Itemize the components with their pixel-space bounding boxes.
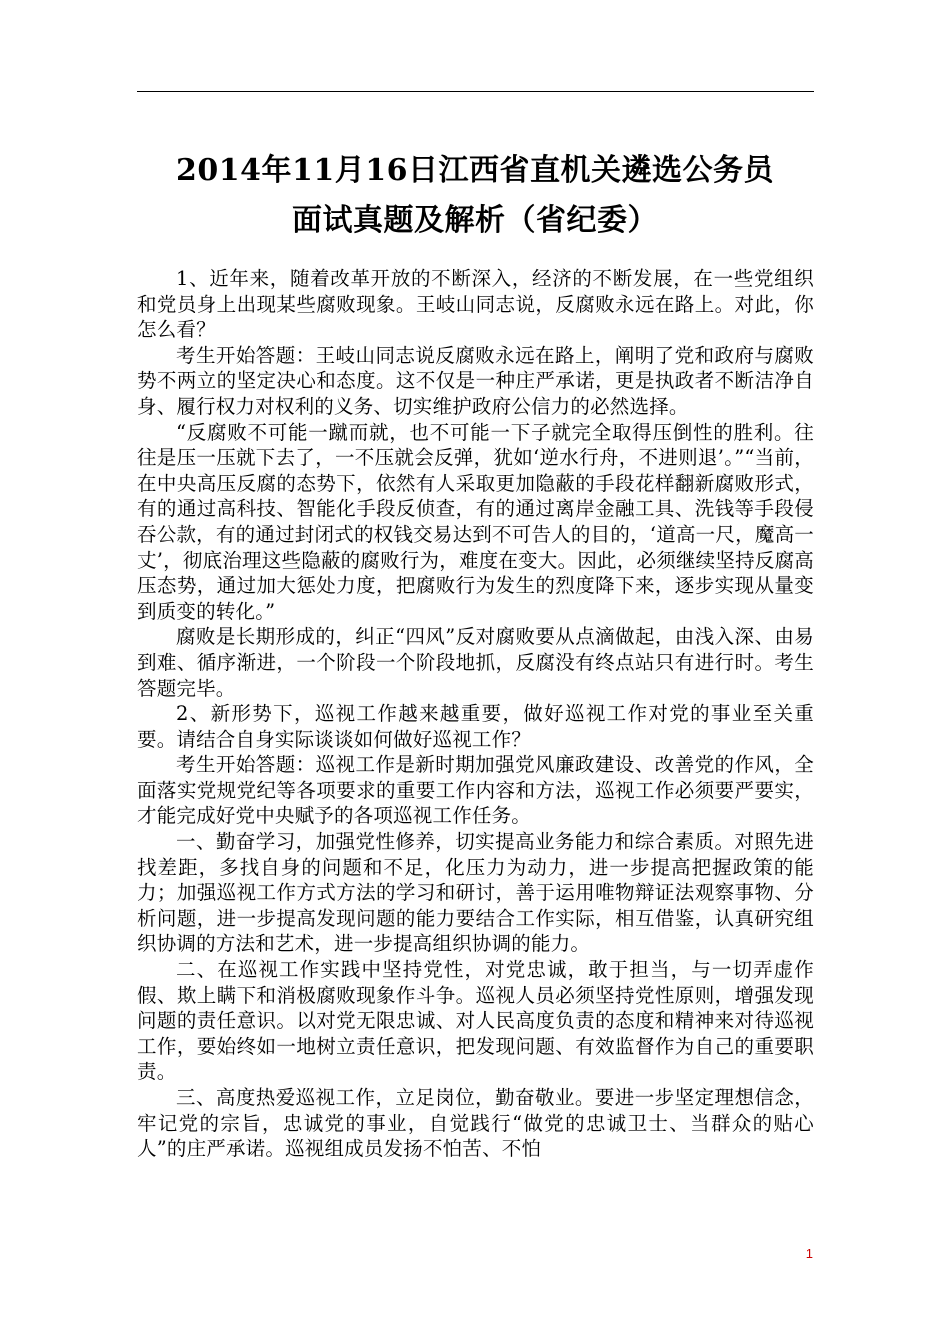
paragraph-point-3: 三、高度热爱巡视工作，立足岗位，勤奋敬业。要进一步坚定理想信念，牢记党的宗旨，忠诚党的事业，自觉践行“做党的忠诚卫士、当群众的贴心人”的庄严承诺。巡视组成员发扬不怕苦、不怕 xyxy=(137,1086,814,1161)
paragraph-answer-2: 考生开始答题：巡视工作是新时期加强党风廉政建设、改善党的作风，全面落实党规党纪等各项要求的重要工作内容和方法，巡视工作必须要严要实，才能完成好党中央赋予的各项巡视工作任务。 xyxy=(137,753,814,828)
header-rule xyxy=(137,91,814,92)
document-body xyxy=(137,266,814,1162)
paragraph-answer-1: 考生开始答题：王岐山同志说反腐败永远在路上，阐明了党和政府与腐败势不两立的坚定决心和态度。这不仅是一种庄严承诺，更是执政者不断洁净自身、履行权力对权利的义务、切实维护政府公信力的必然选择。 xyxy=(137,343,814,418)
paragraph-answer-1-end: 腐败是长期形成的，纠正“四风”反对腐败要从点滴做起，由浅入深、由易到难、循序渐进，一个阶段一个阶段地抓，反腐没有终点站只有进行时。考生答题完毕。 xyxy=(137,625,814,700)
page-number: 1 xyxy=(805,1246,813,1261)
paragraph-question-2: 2、新形势下，巡视工作越来越重要，做好巡视工作对党的事业至关重要。请结合自身实际谈谈如何做好巡视工作？ xyxy=(137,702,814,751)
paragraph-point-1: 一、勤奋学习，加强党性修养，切实提高业务能力和综合素质。对照先进找差距，多找自身的问题和不足，化压力为动力，进一步提高把握政策的能力；加强巡视工作方式方法的学习和研讨，善于运用唯物辩证法观察事物、分析问题，进一步提高发现问题的能力要结合工作实际，相互借鉴，认真研究组织协调的方法和艺术，进一步提高组织协调的能力。 xyxy=(137,830,814,956)
paragraph-quote: “反腐败不可能一蹴而就，也不可能一下子就完全取得压倒性的胜利。往往是压一压就下去了，一不压就会反弹，犹如‘逆水行舟，不进则退’。”“当前，在中央高压反腐的态势下，依然有人采取更加隐蔽的手段花样翻新腐败形式，有的通过高科技、智能化手段反侦查，有的通过离岸金融工具、洗钱等手段侵吞公款，有的通过封闭式的权钱交易达到不可告人的目的，‘道高一尺，魔高一丈’，彻底治理这些隐蔽的腐败行为，难度在变大。因此，必须继续坚持反腐高压态势，通过加大惩处力度，把腐败行为发生的烈度降下来，逐步实现从量变到质变的转化。” xyxy=(137,420,814,623)
document-title xyxy=(120,146,830,246)
paragraph-point-2: 二、在巡视工作实践中坚持党性，对党忠诚，敢于担当，与一切弄虚作假、欺上瞒下和消极腐败现象作斗争。巡视人员必须坚持党性原则，增强发现问题的责任意识。以对党无限忠诚、对人民高度负责的态度和精神来对待巡视工作，要始终如一地树立责任意识，把发现问题、有效监督作为自己的重要职责。 xyxy=(137,958,814,1084)
paragraph-question-1: 1、近年来，随着改革开放的不断深入，经济的不断发展，在一些党组织和党员身上出现某些腐败现象。王岐山同志说，反腐败永远在路上。对此，你怎么看？ xyxy=(137,267,814,342)
title-line-2: 面试真题及解析（省纪委） xyxy=(292,203,658,238)
title-line-1: 2014年11月16日江西省直机关遴选公务员 xyxy=(176,153,774,188)
